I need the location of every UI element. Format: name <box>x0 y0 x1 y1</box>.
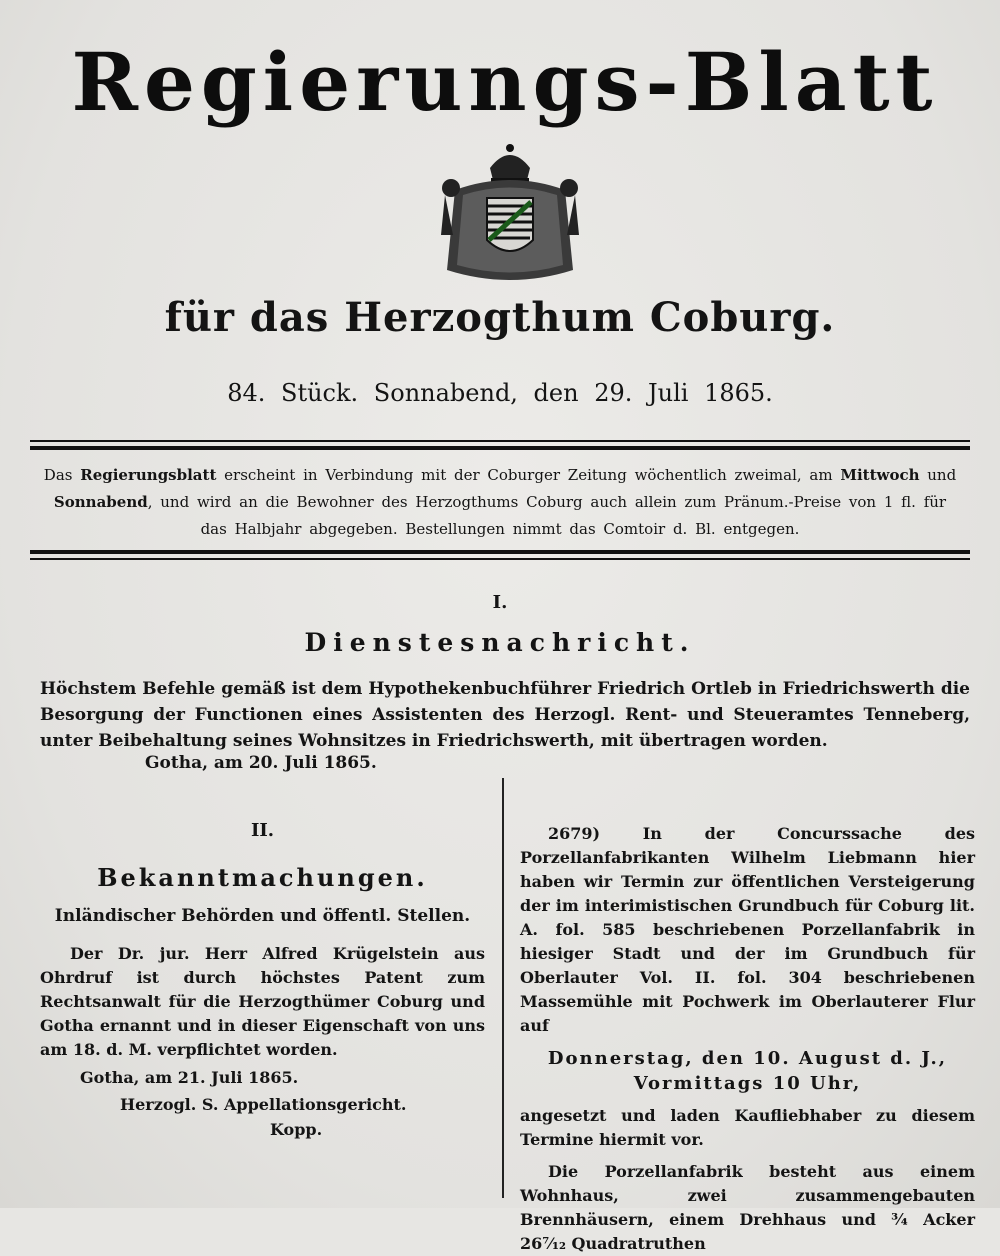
masthead-subtitle: für das Herzogthum Coburg. <box>164 294 836 341</box>
notice-text: und <box>919 466 957 484</box>
notice-text: erscheint in Verbindung mit der Coburger Zeitung wöchentlich zweimal, am <box>216 466 841 484</box>
auction-time: Vormittags 10 Uhr, <box>633 1073 862 1094</box>
section-body-2: Der Dr. jur. Herr Alfred Krügelstein aus Ohrdruf ist durch höchstes Patent zum Rechtsanwalt für die Herzogthümer Coburg und Gotha ernannt und in dieser Eigenschaft von uns am 18. d. M. verpflichtet worden. <box>40 944 485 1059</box>
section-heading-2: Bekanntmachungen. <box>97 863 428 892</box>
column-divider <box>502 778 504 1198</box>
notice-bold: Mittwoch <box>840 466 920 484</box>
coat-of-arms-icon <box>435 140 585 285</box>
issue-line: 84. Stück. Sonnabend, den 29. Juli 1865. <box>227 379 773 407</box>
section-number-2: II. <box>250 820 275 841</box>
notice-bold: Sonnabend <box>53 493 148 511</box>
section-subheading-2: Inländischer Behörden und öffentl. Stellen. <box>54 906 471 926</box>
auction-date: Donnerstag, den 10. August d. J., <box>547 1048 948 1069</box>
masthead-title: Regierungs-Blatt <box>71 35 939 129</box>
divider-top-thin <box>30 440 970 442</box>
auction-notice-middle: angesetzt und laden Kaufliebhaber zu diesem Termine hiermit vor. <box>520 1106 975 1149</box>
divider-mid-thin <box>30 558 970 560</box>
auction-notice-closing: Die Porzellanfabrik besteht aus einem Wohnhaus, zwei zusammengebauten Brennhäusern, einem Drehhaus und ¾ Acker 26⁷⁄₁₂ Quadratruthen <box>520 1162 975 1253</box>
section-heading-1: Dienstesnachricht. <box>304 628 696 657</box>
right-column <box>520 822 975 1256</box>
section-authority-2: Herzogl. S. Appellationsgericht. <box>120 1095 407 1114</box>
section-body-1: Höchstem Befehle gemäß ist dem Hypothekenbuchführer Friedrich Ortleb in Friedrichswerth die Besorgung der Functionen eines Assistenten des Herzogl. Rent- und Steueramtes Tenneberg, unter Beibehaltung seines Wohnsitzes in Friedrichswerth, mit übertragen worden. <box>40 679 970 751</box>
divider-mid-thick <box>30 550 970 554</box>
section-number-1: I. <box>492 592 508 613</box>
auction-notice-intro: 2679) In der Concurssache des Porzellanfabrikanten Wilhelm Liebmann hier haben wir Termin zur öffentlichen Versteigerung der im interimistischen Grundbuch für Coburg lit. A. fol. 585 beschriebenen Porzellanfabrik in hiesiger Stadt und der im Grundbuch für Oberlauter Vol. II. fol. 304 beschriebenen Massemühle mit Pochwerk im Oberlauterer Flur auf <box>520 824 975 1035</box>
notice-bold: Regierungsblatt <box>80 466 217 484</box>
divider-top-thick <box>30 446 970 450</box>
section-dateline-2: Gotha, am 21. Juli 1865. <box>80 1068 299 1087</box>
section-dateline-1: Gotha, am 20. Juli 1865. <box>145 753 377 773</box>
section-signature-2: Kopp. <box>270 1120 323 1139</box>
notice-text: Das <box>43 466 81 484</box>
left-column <box>40 820 485 1139</box>
notice-text: , und wird an die Bewohner des Herzogthums Coburg auch allein zum Pränum.-Preise von 1 fl. für das Halbjahr abgegeben. Bestellungen nimmt das Comtoir d. Bl. entgegen. <box>147 493 947 538</box>
subscription-notice <box>40 462 960 543</box>
